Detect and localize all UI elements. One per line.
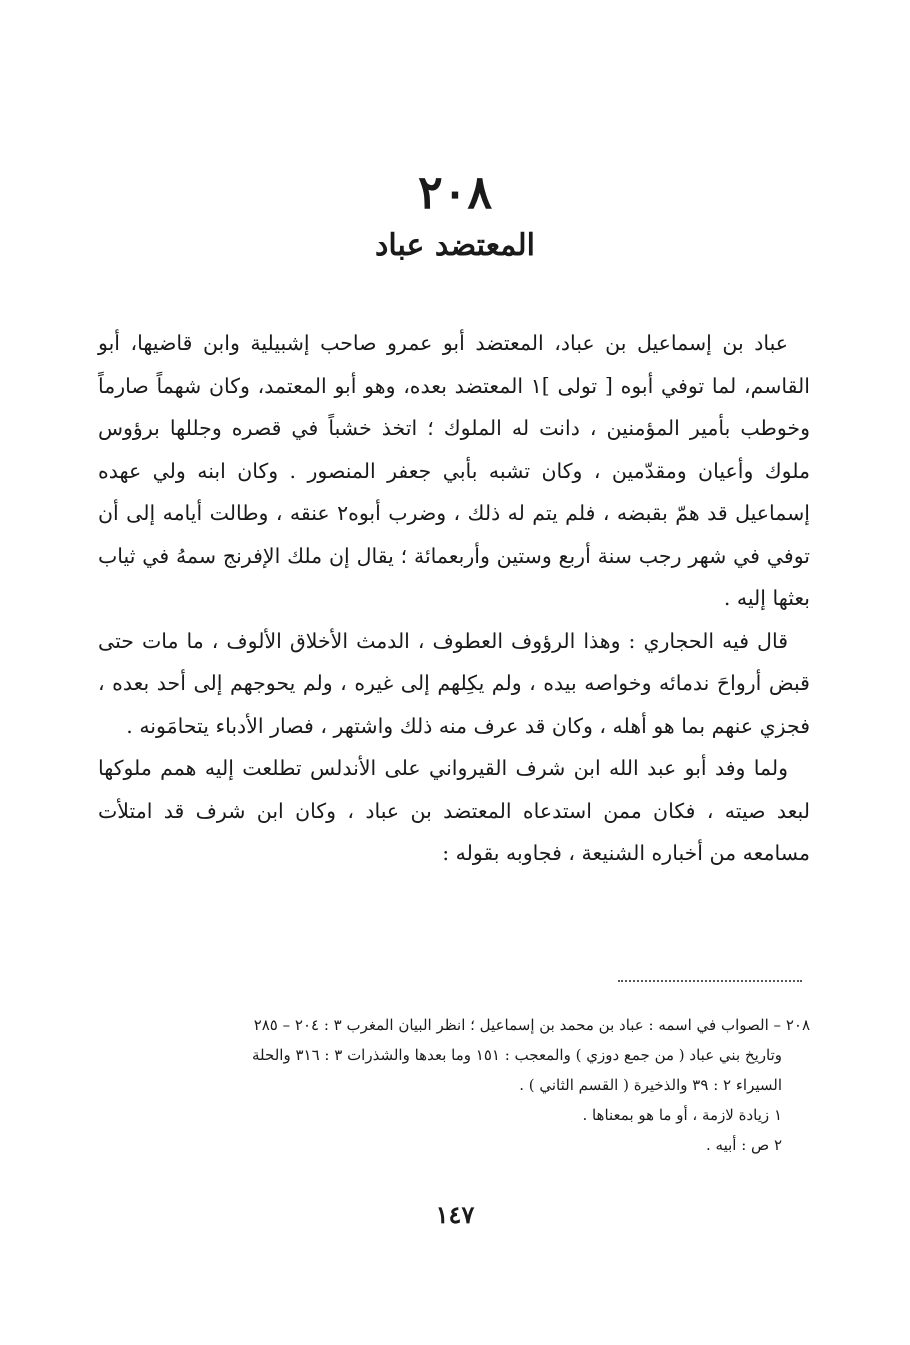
footnote-separator xyxy=(618,980,802,982)
footnote-2: ٢ ص : أبيه . xyxy=(705,1136,782,1154)
body-text xyxy=(98,322,810,875)
footnote-1: ١ زيادة لازمة ، أو ما هو بمعناها . xyxy=(582,1106,782,1124)
body-paragraph: ولما وفد أبو عبد الله ابن شرف القيرواني على الأندلس تطلعت إليه همم ملوكها لبعد صيته ، فكان ممن استدعاه المعتضد بن عباد ، وكان ابن شرف قد امتلأت مسامعه من أخباره الشنيعة ، فجاوبه بقوله : xyxy=(98,756,810,865)
footnote-continuation: وتاريخ بني عباد ( من جمع دوزي ) والمعجب : ١٥١ وما بعدها والشذرات ٣ : ٣١٦ والحلة xyxy=(252,1046,782,1064)
body-paragraph: عباد بن إسماعيل بن عباد، المعتضد أبو عمرو صاحب إشبيلية وابن قاضيها، أبو القاسم، لما توفي أبوه [ تولى ]١ المعتضد بعده، وهو أبو المعتمد، وكان شهماً صارماً وخوطب بأمير المؤمنين ، دانت له الملوك ؛ اتخذ خشباً في قصره وجللها برؤوس ملوك وأعيان ومقدّمين ، وكان تشبه بأبي جعفر المنصور . وكان ابنه ولي عهده إسماعيل قد همّ بقبضه ، فلم يتم له ذلك ، وضرب أبوه٢ عنقه ، وطالت أيامه إلى أن توفي في شهر رجب سنة أربع وستين وأربعمائة ؛ يقال إن ملك الإفرنج سمهُ في ثياب بعثها إليه . xyxy=(98,331,811,610)
page-number: ١٤٧ xyxy=(435,1200,475,1229)
footnotes xyxy=(98,1010,810,1160)
entry-number: ٢٠٨ xyxy=(417,165,493,219)
footnote-main: ٢٠٨ – الصواب في اسمه : عباد بن محمد بن إسماعيل ؛ انظر البيان المغرب ٣ : ٢٠٤ – ٢٨٥ xyxy=(253,1016,810,1034)
footnote-continuation: السيراء ٢ : ٣٩ والذخيرة ( القسم الثاني ) . xyxy=(519,1076,782,1094)
entry-title: المعتضد عباد xyxy=(374,228,535,263)
body-paragraph: قال فيه الحجاري : وهذا الرؤوف العطوف ، الدمث الأخلاق الألوف ، ما مات حتى قبض أرواحَ ندمائه وخواصه بيده ، ولم يكِلهم إلى غيره ، ولم يحوجهم إلى أحد بعده ، فجزي عنهم بما هو أهله ، وكان قد عرف منه ذلك واشتهر ، فصار الأدباء يتحامَونه . xyxy=(98,628,810,738)
